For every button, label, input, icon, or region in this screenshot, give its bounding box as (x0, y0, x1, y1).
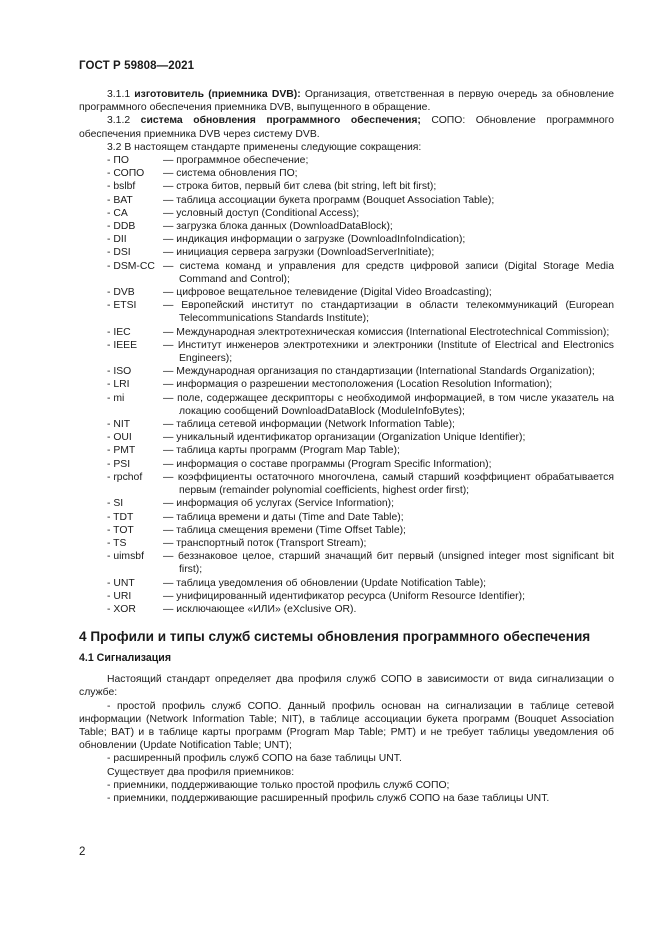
abbreviation-term: - DSI (107, 247, 131, 259)
abbreviation-row (79, 550, 614, 576)
abbreviation-definition: — загрузка блока данных (DownloadDataBlock); (163, 221, 393, 233)
abbreviation-row (79, 590, 614, 603)
defined-term: система обновления программного обеспечения; (140, 115, 421, 127)
abbreviation-row (79, 326, 614, 339)
abbreviation-term: - PMT (107, 445, 136, 457)
abbreviation-definition: — унифицированный идентификатор ресурса (Uniform Resource Identifier); (163, 590, 525, 602)
abbreviation-term: - BAT (107, 194, 133, 206)
abbreviation-row (79, 511, 614, 524)
abbreviation-term: - rpchof (107, 471, 143, 483)
abbreviation-row (79, 233, 614, 246)
document-header-id: ГОСТ Р 59808—2021 (79, 60, 195, 72)
abbreviation-definition: — таблица ассоциации букета программ (Bouquet Association Table); (163, 194, 495, 206)
abbreviation-definition: — инициация сервера загрузки (DownloadServerInitiate); (163, 247, 435, 259)
abbreviation-row (79, 260, 614, 286)
abbreviation-definition: — таблица карты программ (Program Map Table); (163, 445, 400, 457)
subsection-heading: 4.1 Сигнализация (79, 652, 172, 665)
abbreviation-definition: — таблица смещения времени (Time Offset Table); (163, 524, 406, 536)
abbreviation-term: - DII (107, 234, 127, 246)
abbreviation-row (79, 154, 614, 167)
section-paragraph: Настоящий стандарт определяет два профиля служб СОПО в зависимости от вида сигнализации о службе: (79, 674, 614, 699)
defined-term: изготовитель (приемника DVB): (134, 89, 301, 100)
abbreviation-row (79, 444, 614, 457)
abbreviation-definition: — поле, содержащее дескрипторы с необходимой информацией, в том числе указатель на локацию сообщений DownloadDataBlock (ModuleInfoBytes); (163, 392, 614, 417)
abbreviation-term: - DVB (107, 287, 135, 299)
abbreviation-row (79, 537, 614, 550)
abbreviation-term: - NIT (107, 419, 131, 431)
abbreviation-term: - PSI (107, 458, 131, 470)
abbreviation-term: - ПО (107, 155, 129, 167)
abbreviation-term: - ISO (107, 366, 132, 378)
section-paragraph: - расширенный профиль служб СОПО на базе таблицы UNT. (107, 753, 402, 765)
abbreviation-row (79, 392, 614, 418)
abbreviation-definition: — система обновления ПО; (163, 168, 298, 180)
abbreviation-definition: — беззнаковое целое, старший значащий бит первый (unsigned integer most significant bit first); (163, 551, 614, 576)
section-body (79, 673, 614, 805)
abbreviation-definition: — исключающее «ИЛИ» (eXclusive OR). (163, 603, 357, 615)
abbreviations-intro: 3.2 В настоящем стандарте применены следующие сокращения: (107, 141, 422, 153)
abbreviation-definition: — таблица времени и даты (Time and Date Table); (163, 511, 404, 523)
definition-3-1-2 (79, 114, 614, 140)
abbreviation-row (79, 180, 614, 193)
abbreviation-definition: — Международная организация по стандартизации (International Standards Organization); (163, 366, 595, 378)
abbreviation-row (79, 194, 614, 207)
abbreviation-definition: — Европейский институт по стандартизации в области телекоммуникаций (European Telecommunications Standards Institute); (163, 300, 614, 325)
abbreviation-term: - LRI (107, 379, 130, 391)
abbreviation-row (79, 207, 614, 220)
abbreviation-definition: — условный доступ (Conditional Access); (163, 207, 360, 219)
section-heading: 4 Профили и типы служб системы обновления программного обеспечения (79, 629, 591, 645)
section-paragraph: - приемники, поддерживающие расширенный профиль служб СОПО на базе таблицы UNT. (107, 792, 550, 804)
clause-number: 3.1.2 (107, 115, 141, 127)
abbreviation-term: - mi (107, 392, 125, 404)
abbreviation-definition: — цифровое вещательное телевидение (Digital Video Broadcasting); (163, 287, 492, 299)
abbreviations-list (79, 154, 614, 616)
abbreviation-term: - ETSI (107, 300, 137, 312)
clause-number: 3.1.1 (107, 89, 135, 100)
abbreviation-definition: — информация о составе программы (Program Specific Information); (163, 458, 492, 470)
abbreviation-term: - SI (107, 498, 124, 510)
abbreviation-term: - TS (107, 537, 127, 549)
section-paragraph: - простой профиль служб СОПО. Данный профиль основан на сигнализации в таблице сетевой информации (Network Information Table; NIT), в таблице ассоциации букета программ (Bouquet Association Table; BAT) и в таблице карты программ (Program Map Table; PMT) и не требует таблицы уведомления об обновлении (Update Notification Table; UNT); (79, 700, 614, 752)
abbreviation-term: - URI (107, 590, 132, 602)
abbreviation-term: - DDB (107, 221, 136, 233)
abbreviation-row (79, 431, 614, 444)
abbreviation-definition: — информация об услугах (Service Information); (163, 498, 395, 510)
abbreviation-term: - CA (107, 207, 128, 219)
abbreviation-row (79, 471, 614, 497)
abbreviation-row (79, 246, 614, 259)
definition-text: СОПО: Обновление программного обеспечения приемника DVB через систему DVB. (79, 115, 614, 140)
abbreviation-term: - IEC (107, 326, 131, 338)
section-paragraph: Существует два профиля приемников: (107, 766, 295, 778)
abbreviation-row (79, 167, 614, 180)
abbreviation-term: - XOR (107, 603, 136, 615)
page-number: 2 (79, 846, 86, 858)
abbreviation-term: - IEEE (107, 339, 138, 351)
abbreviation-row (79, 603, 614, 616)
abbreviation-row (79, 299, 614, 325)
abbreviation-row (79, 220, 614, 233)
abbreviation-definition: — коэффициенты остаточного многочлена, самый старший коэффициент обрабатывается первым (remainder polynomial coefficients, highest order first); (163, 471, 614, 497)
abbreviation-term: - OUI (107, 432, 132, 444)
abbreviation-definition: — Международная электротехническая комиссия (International Electrotechnical Commission); (163, 326, 610, 338)
abbreviation-term: - TDT (107, 511, 134, 523)
abbreviation-row (79, 365, 614, 378)
abbreviation-definition: — уникальный идентификатор организации (Organization Unique Identifier); (163, 432, 526, 444)
abbreviation-definition: — Институт инженеров электротехники и электроники (Institute of Electrical and Electronics Engineers); (163, 339, 614, 365)
definition-3-1-1 (79, 88, 614, 114)
abbreviation-row (79, 418, 614, 431)
document-body (79, 88, 614, 805)
abbreviation-term: - uimsbf (107, 551, 144, 563)
abbreviation-definition: — индикация информации о загрузке (DownloadInfoIndication); (163, 234, 466, 246)
abbreviation-row (79, 497, 614, 510)
abbreviation-definition: — информация о разрешении местоположения (Location Resolution Information); (163, 379, 553, 391)
abbreviation-row (79, 339, 614, 365)
definition-text: Организация, ответственная в первую очередь за обновление программного обеспечения приемника DVB, выпущенного в обращение. (79, 89, 614, 114)
abbreviation-row (79, 524, 614, 537)
abbreviation-definition: — таблица сетевой информации (Network Information Table); (163, 419, 455, 431)
abbreviation-definition: — программное обеспечение; (163, 155, 309, 167)
abbreviation-definition: — строка битов, первый бит слева (bit string, left bit first); (163, 181, 437, 193)
abbreviation-definition: — система команд и управления для средств цифровой записи (Digital Storage Media Command and Control); (163, 260, 614, 285)
abbreviation-term: - DSM-CC (107, 260, 155, 272)
abbreviation-definition: — транспортный поток (Transport Stream); (163, 537, 367, 549)
abbreviation-term: - UNT (107, 577, 135, 589)
abbreviation-row (79, 286, 614, 299)
abbreviation-term: - СОПО (107, 168, 145, 180)
abbreviation-definition: — таблица уведомления об обновлении (Update Notification Table); (163, 577, 487, 589)
abbreviation-term: - TOT (107, 524, 134, 536)
abbreviation-term: - bslbf (107, 181, 136, 193)
abbreviation-row (79, 458, 614, 471)
abbreviation-row (79, 378, 614, 391)
abbreviation-row (79, 577, 614, 590)
section-paragraph: - приемники, поддерживающие только простой профиль служб СОПО; (107, 779, 450, 791)
